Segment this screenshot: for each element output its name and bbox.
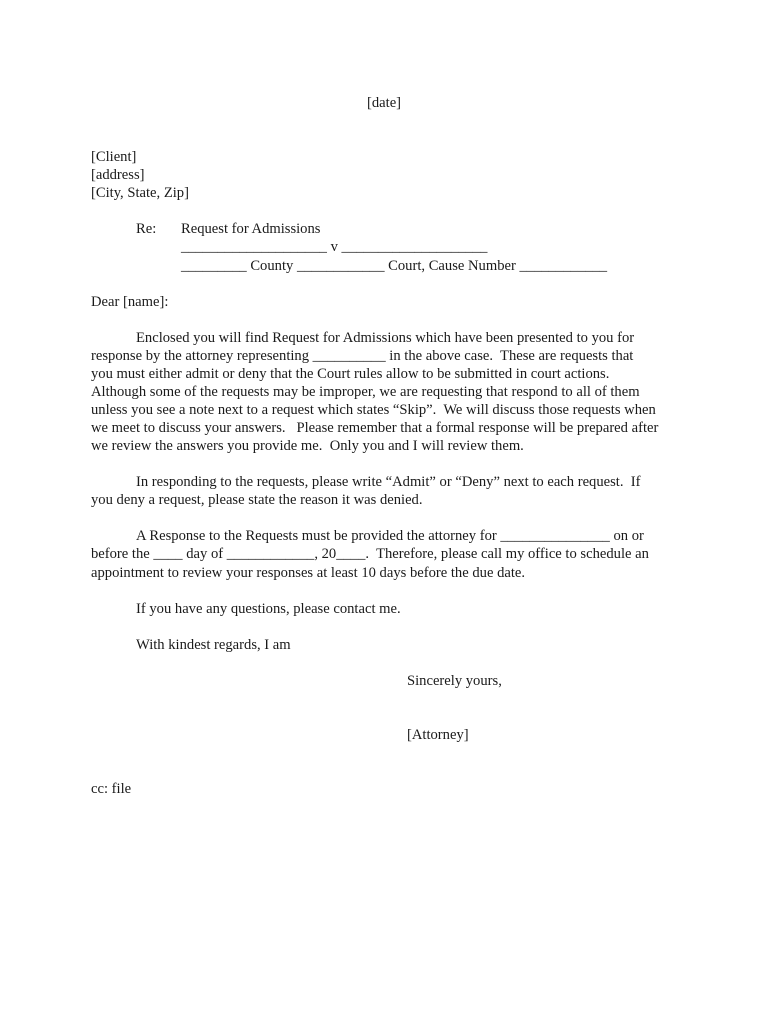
paragraph5: With kindest regards, I am [136,637,291,653]
paragraph1-line: we review the answers you provide me. Only you and I will review them. [91,438,524,454]
recipient-client: [Client] [91,149,137,165]
paragraph1-line: you must either admit or deny that the Court rules allow to be submitted in court actions. [91,366,610,382]
paragraph1-line: we meet to discuss your answers. Please remember that a formal response will be prepared after [91,420,659,436]
re-label: Re: [136,221,157,237]
paragraph4: If you have any questions, please contact me. [136,601,401,617]
paragraph3-line: A Response to the Requests must be provided the attorney for _______________ on or [136,528,644,544]
paragraph2-line: you deny a request, please state the reason it was denied. [91,492,423,508]
re-parties-line: ____________________ v ____________________ [181,239,488,255]
letter-date: [date] [367,95,402,111]
paragraph1-line: unless you see a note next to a request which states “Skip”. We will discuss those requests when [91,402,656,418]
paragraph1-line: response by the attorney representing __________ in the above case. These are requests that [91,348,634,364]
paragraph2-line: In responding to the requests, please write “Admit” or “Deny” next to each request. If [136,474,641,490]
paragraph1-line: Although some of the requests may be improper, we are requesting that respond to all of them [91,384,640,400]
salutation: Dear [name]: [91,294,169,310]
re-subject: Request for Admissions [181,221,321,237]
signature: [Attorney] [407,727,469,743]
paragraph3-line: appointment to review your responses at least 10 days before the due date. [91,565,526,581]
recipient-city: [City, State, Zip] [91,185,189,201]
paragraph3-line: before the ____ day of ____________, 20____. Therefore, please call my office to schedule an [91,546,649,562]
re-court-line: _________ County ____________ Court, Cause Number ____________ [181,258,608,274]
cc-line: cc: file [91,781,132,797]
closing: Sincerely yours, [407,673,502,689]
recipient-address: [address] [91,167,145,183]
paragraph1-line: Enclosed you will find Request for Admissions which have been presented to you for [136,330,635,346]
